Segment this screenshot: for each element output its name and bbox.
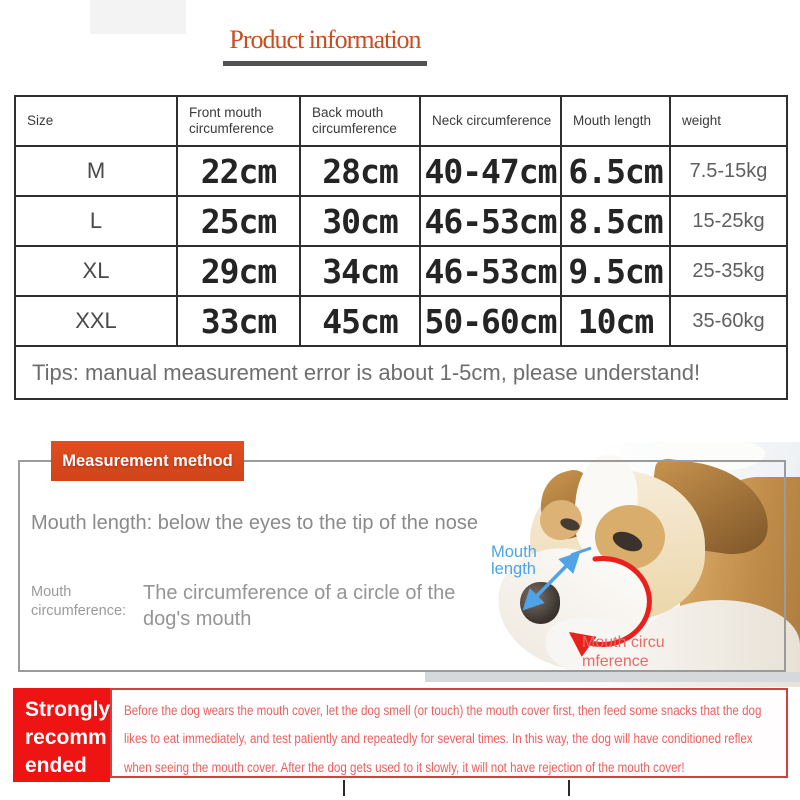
title-underline <box>223 61 427 66</box>
size-table <box>14 95 788 400</box>
dog-photo <box>425 442 800 687</box>
mouth-length-note: Mouth length: below the eyes to the tip of the nose <box>31 512 478 534</box>
table-row-xl <box>15 246 787 296</box>
size-cell: M <box>15 146 177 196</box>
mouth-circumference-label: Mouth circumference: <box>31 584 127 619</box>
next-section-tick <box>568 780 570 796</box>
header-back-circumference: Back mouth circumference <box>300 96 420 146</box>
neck-circumference-cell: 46-53cm <box>420 246 561 296</box>
mouth-circumference-annotation: Mouth circumference <box>582 634 665 670</box>
header-mouth-length: Mouth length <box>561 96 670 146</box>
weight-cell: 15-25kg <box>670 196 787 246</box>
header-weight: weight <box>670 96 787 146</box>
next-section-tick <box>343 780 345 796</box>
tips-row <box>15 346 787 399</box>
mouth-length-cap <box>571 548 591 555</box>
weight-cell: 7.5-15kg <box>670 146 787 196</box>
weight-cell: 35-60kg <box>670 296 787 346</box>
size-cell: XXL <box>15 296 177 346</box>
back-circumference-cell: 45cm <box>300 296 420 346</box>
neck-circumference-cell: 46-53cm <box>420 196 561 246</box>
mouth-circumference-arrow <box>573 558 649 644</box>
mouth-circumference-note: The circumference of a circle of the dog's mouth <box>143 582 456 630</box>
header-size: Size <box>15 96 177 146</box>
back-circumference-cell: 34cm <box>300 246 420 296</box>
neck-circumference-cell: 50-60cm <box>420 296 561 346</box>
weight-cell: 25-35kg <box>670 246 787 296</box>
neck-circumference-cell: 40-47cm <box>420 146 561 196</box>
page-title: Product information <box>229 25 421 54</box>
badge-line: Strongly <box>25 698 111 721</box>
front-circumference-cell: 22cm <box>177 146 300 196</box>
badge-line: ended <box>25 754 87 777</box>
front-circumference-cell: 25cm <box>177 196 300 246</box>
back-circumference-cell: 30cm <box>300 196 420 246</box>
size-table-header-row <box>15 96 787 146</box>
size-cell: XL <box>15 246 177 296</box>
header-neck-circumference: Neck circumference <box>420 96 561 146</box>
table-row-xxl <box>15 296 787 346</box>
measurement-method-banner: Measurement method <box>51 441 244 481</box>
front-circumference-cell: 33cm <box>177 296 300 346</box>
mouth-length-cell: 8.5cm <box>561 196 670 246</box>
table-row-l <box>15 196 787 246</box>
header-front-circumference: Front mouth circumference <box>177 96 300 146</box>
mouth-length-annotation: Mouth length <box>491 543 537 578</box>
table-row-m <box>15 146 787 196</box>
size-cell: L <box>15 196 177 246</box>
recommendation-text: Before the dog wears the mouth cover, let the dog smell (or touch) the mouth cover first, then feed some snacks that the dog likes to eat immediately, and test patiently and repeatedly for several times. In this way, the dog will have conditioned reflex when seeing the mouth cover. After the dog gets used to it slowly, it will not have rejection of the mouth cover! <box>124 703 762 775</box>
tips-text: Tips: manual measurement error is about 1-5cm, please understand! <box>15 346 787 399</box>
back-circumference-cell: 28cm <box>300 146 420 196</box>
front-circumference-cell: 29cm <box>177 246 300 296</box>
corner-shade <box>90 0 186 34</box>
mouth-length-cell: 6.5cm <box>561 146 670 196</box>
mouth-length-cell: 10cm <box>561 296 670 346</box>
badge-line: recomm <box>25 726 107 749</box>
mouth-length-cell: 9.5cm <box>561 246 670 296</box>
strongly-recommended-badge <box>13 688 110 782</box>
